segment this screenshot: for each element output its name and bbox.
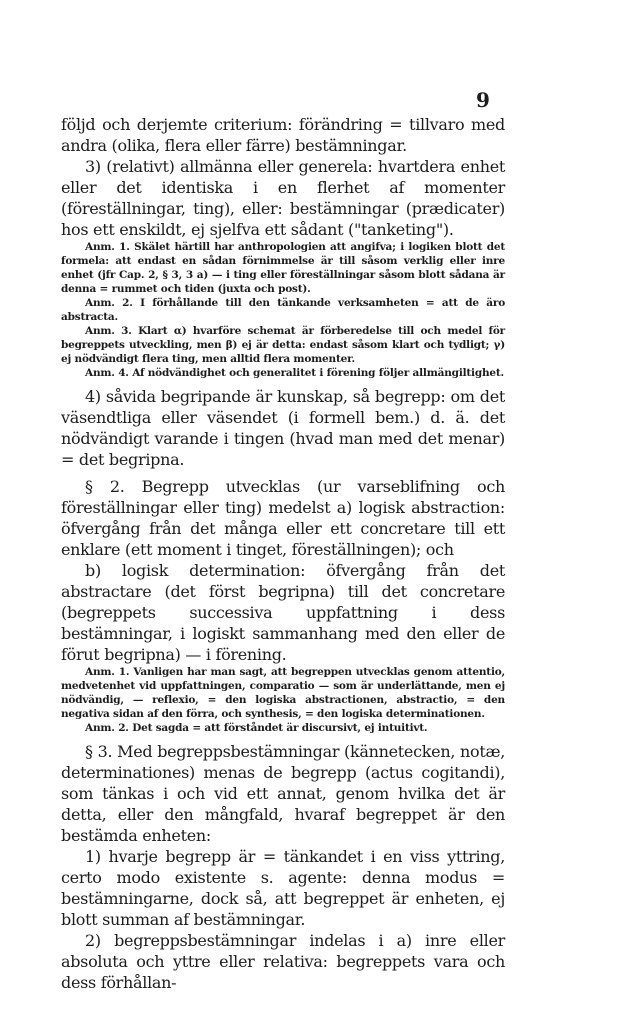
page-text: [61, 114, 505, 993]
annotation-note: Anm. 2. I förhållande till den tänkande verksamheten = att de äro abstracta.: [61, 297, 505, 323]
annotation-note: Anm. 2. Det sagda = att förståndet är discursivt, ej intuitivt.: [85, 722, 428, 734]
section-paragraph: § 2. Begrepp utvecklas (ur varseblifning och föreställningar eller ting) medelst a) logisk abstraction: öfvergång från det många eller ett concretare till ett enklare (ett moment i tinget, föreställningen); och: [61, 477, 505, 559]
text-paragraph: 1) hvarje begrepp är = tänkandet i en viss yttring, certo modo existente s. agente: denna modus = bestämningarne, dock så, att begreppet är enheten, ej blott summan af bestämningar.: [61, 847, 505, 929]
annotation-note: Anm. 1. Skälet härtill har anthropologien att angifva; i logiken blott det formela: att endast en sådan förnimmelse är till såsom verklig eller inre enhet (jfr Cap. 2, § 3, 3 a) — i ting eller föreställningar såsom blott sådana är denna = rummet och tiden (juxta och post).: [61, 241, 505, 295]
annotation-note: Anm. 4. Af nödvändighet och generalitet i förening följer allmängiltighet.: [85, 367, 504, 379]
text-paragraph: 3) (relativt) allmänna eller generela: hvartdera enhet eller det identiska i en flerhet af momenter (föreställningar, ting), eller: bestämningar (prædicater) hos ett enskildt, ej sjelfva ett sådant ("tanketing").: [61, 157, 505, 239]
annotation-note: Anm. 3. Klart α) hvarföre schemat är förberedelse till och medel för begreppets utveckling, men β) ej är detta: endast såsom klart och tydligt; γ) ej nödvändigt flera ting, men alltid flera momenter.: [61, 325, 505, 365]
text-paragraph: b) logisk determination: öfvergång från det abstractare (det först begripna) till det concretare (begreppets successiva uppfattning i dess bestämningar, i logiskt sammanhang med den eller de förut begripna) — i förening.: [61, 561, 505, 664]
annotation-note: Anm. 1. Vanligen har man sagt, att begreppen utvecklas genom attentio, medvetenhet vid uppfattningen, comparatio — som är underlättande, men ej nödvändig, — reflexio, = den logiska abstractionen, abstractio, = den negativa sidan af den förra, och synthesis, = den logiska determinationen.: [61, 666, 505, 720]
text-paragraph: 4) såvida begripande är kunskap, så begrepp: om det väsendtliga eller väsendet (i formell bem.) d. ä. det nödvändigt varande i tingen (hvad man med det menar) = det begripna.: [61, 387, 505, 469]
text-paragraph: följd och derjemte criterium: förändring = tillvaro med andra (olika, flera eller färre) bestämningar.: [61, 115, 505, 155]
page-number: 9: [476, 88, 490, 112]
text-paragraph: 2) begreppsbestämningar indelas i a) inre eller absoluta och yttre eller relativa: begreppets vara och dess förhållan-: [61, 931, 505, 992]
section-paragraph: § 3. Med begreppsbestämningar (kännetecken, notæ, determinationes) menas de begrepp (actus cogitandi), som tänkas i och vid ett annat, genom hvilka det är detta, eller den mångfald, hvaraf begreppet är den bestämda enheten:: [61, 742, 505, 845]
